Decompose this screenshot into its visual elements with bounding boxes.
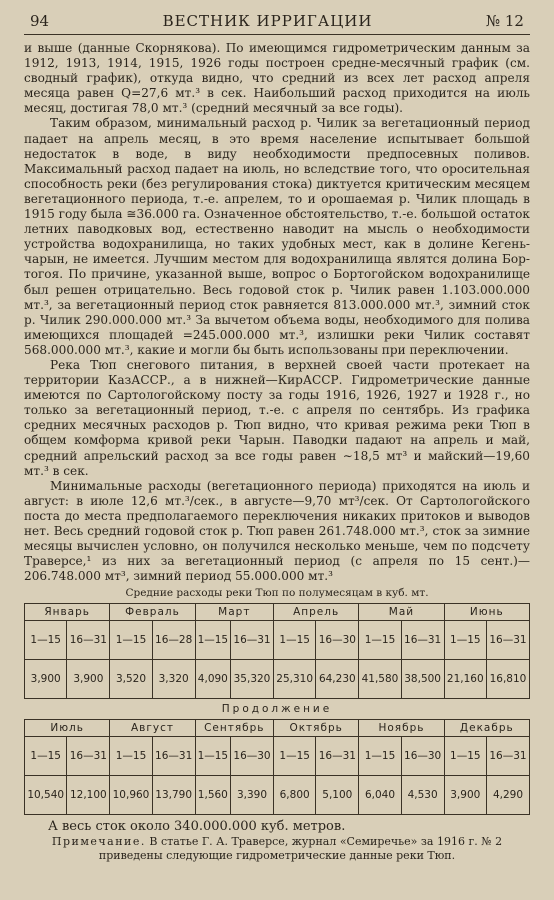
month-header-row: [25, 720, 530, 737]
period-cell: 1—15: [444, 737, 486, 776]
month-header: Август: [110, 720, 195, 737]
footnote-line1: В статье Г. А. Траверсе, журнал «Семиречье» за 1916 г. № 2: [145, 835, 503, 849]
month-header: Май: [359, 604, 444, 621]
page-header: [24, 12, 530, 30]
value-cell: 3,900: [25, 660, 67, 699]
continuation-label: Продолжение: [25, 699, 530, 720]
period-cell: 16—31: [486, 621, 529, 660]
month-header: Март: [195, 604, 273, 621]
value-cell: 3,520: [110, 660, 152, 699]
period-cell: 1—15: [273, 737, 315, 776]
footnote-lead: Примечание.: [51, 835, 146, 849]
period-cell: 16—30: [316, 621, 359, 660]
value-cell: 4,530: [401, 776, 444, 815]
period-cell: 1—15: [359, 621, 401, 660]
value-cell: 6,800: [273, 776, 315, 815]
value-row: [25, 660, 530, 699]
value-cell: 64,230: [316, 660, 359, 699]
period-row: [25, 737, 530, 776]
period-cell: 1—15: [444, 621, 486, 660]
paragraph-4: Минимальные расходы (вегетационного периода) приходятся на июль и август: в июле 12,6 мт.³/сек., в августе—9,70 мт³/сек. От Сартологойского поста до места предполагаемого переключения никаких притоков и выводов нет. Весь средний годовой сток р. Тюп равен 261.748.000 мт.³, сток за зимние месяцы вычислен условно, он получился несколько меньше, чем по подсчету Траверсе,¹ из них за вегетационный период (с апреля по 15 сент.)—206.748.000 мт³, зимний период 55.000.000 мт.³: [24, 478, 530, 584]
value-cell: 25,310: [273, 660, 315, 699]
month-header: Июнь: [444, 604, 529, 621]
period-cell: 1—15: [195, 621, 230, 660]
value-cell: 3,900: [67, 660, 110, 699]
paragraph-2: Таким образом, минимальный расход р. Чилик за вегетационный период падает на апрель месяц, в это время население испытывает большой недостаток в воде, в виду необходимости предпосевных поливов. Максимальный расход падает на июль, но вследствие того, что оросительная способность реки (без регулирования стока) диктуется критическим месяцем вегетационного периода, т.-е. апрелем, то и орошаемая р. Чилик площадь в 1915 году была ≅36.000 га. Означенное обстоятельство, т.-е. большой остаток летних паводковых вод, естественно наводит на мысль о необходимости устройства водохранилища, но таких удобных мест, как в долине Кегень-чарын, не имеется. Лучшим местом для водохранилища являтся долина Бор-тогоя. По причине, указанной выше, вопрос о Бортогойском водохранилище был решен отрицательно. Весь годовой сток р. Чилик равен 1.103.000.000 мт.³, за вегетационный период сток равняется 813.000.000 мт.³, зимний сток р. Чилик 290.000.000 мт.³ За вычетом объема воды, необходимого для полива имеющихся площадей =245.000.000 мт.³, излишки реки Чилик составят 568.000.000 мт.³, какие и могли бы быть использованы при переключении.: [24, 116, 530, 357]
period-cell: 1—15: [273, 621, 315, 660]
value-cell: 41,580: [359, 660, 401, 699]
journal-title: ВЕСТНИК ИРРИГАЦИИ: [162, 12, 373, 30]
value-cell: 6,040: [359, 776, 401, 815]
month-header-row: [25, 604, 530, 621]
period-cell: 16—31: [152, 737, 195, 776]
value-cell: 3,320: [152, 660, 195, 699]
value-cell: 12,100: [67, 776, 110, 815]
value-cell: 4,290: [486, 776, 529, 815]
period-cell: 16—30: [401, 737, 444, 776]
value-cell: 13,790: [152, 776, 195, 815]
month-header: Февраль: [110, 604, 195, 621]
period-cell: 1—15: [359, 737, 401, 776]
table-caption: Средние расходы реки Тюп по полумесяцам в куб. мт.: [125, 587, 429, 600]
month-header: Октябрь: [273, 720, 358, 737]
value-cell: 3,390: [231, 776, 274, 815]
period-cell: 16—31: [67, 737, 110, 776]
paragraph-3: Река Тюп снегового питания, в верхней своей части протекает на территории КазАССР., а в нижней—КирАССР. Гидрометрические данные имеются по Сартологойскому посту за годы 1916, 1926, 1927 и 1928 г., но только за вегетационный период, т.-е. с апреля по сентябрь. Из графика средних месячных расходов р. Тюп видно, что кривая режима реки Тюп в общем комформа кривой реки Чарын. Паводки падают на апрель и май, средний апрельский расход за все годы равен ∼18,5 мт³ и майский—19,60 мт.³ в сек.: [24, 357, 530, 478]
value-row: [25, 776, 530, 815]
period-cell: 1—15: [110, 737, 152, 776]
period-cell: 16—31: [401, 621, 444, 660]
value-cell: 35,320: [231, 660, 274, 699]
month-header: Сентябрь: [195, 720, 273, 737]
value-cell: 10,540: [25, 776, 67, 815]
period-cell: 16—30: [231, 737, 274, 776]
continuation-row: [25, 699, 530, 720]
period-cell: 16—28: [152, 621, 195, 660]
period-cell: 1—15: [195, 737, 230, 776]
value-cell: 10,960: [110, 776, 152, 815]
total-runoff: А весь сток около 340.000.000 куб. метров.: [48, 819, 346, 835]
period-row: [25, 621, 530, 660]
period-cell: 16—31: [231, 621, 274, 660]
value-cell: 16,810: [486, 660, 529, 699]
period-cell: 1—15: [110, 621, 152, 660]
month-header: Ноябрь: [359, 720, 444, 737]
period-cell: 16—31: [316, 737, 359, 776]
value-cell: 5,100: [316, 776, 359, 815]
period-cell: 16—31: [486, 737, 529, 776]
paragraph-1: и выше (данные Скорнякова). По имеющимся гидрометрическим данным за 1912, 1913, 1914, 1915, 1926 годы построен средне-месячный график (см. сводный график), откуда видно, что средний из всех лет расход апреля месяца равен Q=27,6 мт.³ в сек. Наибольший расход приходится на июль месяц, достигая 78,0 мт.³ (средний месячный за все годы).: [24, 41, 530, 116]
period-cell: 16—31: [67, 621, 110, 660]
period-cell: 1—15: [25, 737, 67, 776]
month-header: Декабрь: [444, 720, 529, 737]
month-header: Январь: [25, 604, 110, 621]
month-header: Апрель: [273, 604, 358, 621]
issue-number: № 12: [485, 12, 524, 30]
value-cell: 4,090: [195, 660, 230, 699]
value-cell: 21,160: [444, 660, 486, 699]
month-header: Июль: [25, 720, 110, 737]
footnote: [24, 835, 530, 863]
value-cell: 3,900: [444, 776, 486, 815]
value-cell: 1,560: [195, 776, 230, 815]
period-cell: 1—15: [25, 621, 67, 660]
discharge-table: [24, 603, 530, 815]
footnote-line2: приведены следующие гидрометрические данные реки Тюп.: [98, 849, 456, 863]
page-number: 94: [30, 12, 50, 30]
header-rule: [24, 34, 530, 35]
value-cell: 38,500: [401, 660, 444, 699]
